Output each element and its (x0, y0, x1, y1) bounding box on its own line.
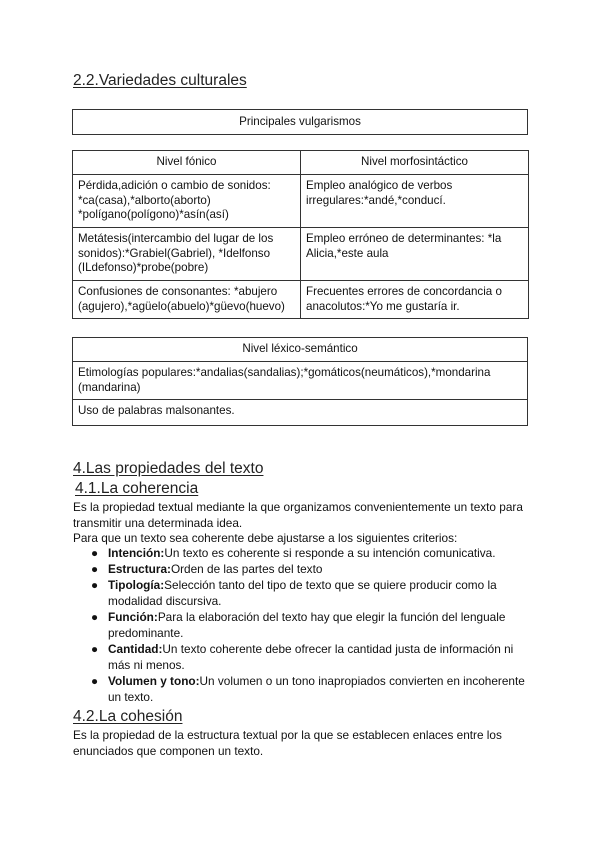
table-cell: Etimologías populares:*andalias(sandalias);*gomáticos(neumáticos),*mondarina (mandarina) (73, 362, 528, 400)
header-phonic: Nivel fónico (73, 151, 301, 175)
criterion-desc: Un texto coherente debe ofrecer la cantidad justa de información ni más ni menos. (108, 642, 514, 672)
table-cell: Metátesis(intercambio del lugar de los sonidos):*Grabiel(Gabriel), *Idelfonso (ILdefonso)*probe(pobre) (73, 228, 301, 281)
heading-cohesion: 4.2.La cohesión (73, 708, 183, 725)
list-item (73, 641, 531, 673)
table-cell: Frecuentes errores de concordancia o anacolutos:*Yo me gustaría ir. (301, 281, 529, 319)
bullet-icon: ● (91, 578, 99, 592)
criterion-desc: Un volumen o un tono inapropiados convierten en incoherente un texto. (108, 674, 525, 704)
criterion-desc: Selección tanto del tipo de texto que se quiere producir como la modalidad discursiva. (108, 578, 497, 608)
criteria-list (73, 545, 531, 705)
list-item (73, 673, 531, 705)
criterion-desc: Un texto es coherente si responde a su intención comunicativa. (164, 546, 496, 560)
table-row (73, 400, 528, 426)
header-morphosyntactic: Nivel morfosintáctico (301, 151, 529, 175)
heading-properties: 4.Las propiedades del texto (73, 460, 264, 477)
list-item (73, 545, 531, 561)
criterion-term: Intención: (108, 546, 165, 560)
criterion-desc: Para la elaboración del texto hay que elegir la función del lenguale predominante. (108, 610, 506, 640)
criterion-term: Cantidad: (108, 642, 163, 656)
bullet-icon: ● (91, 610, 99, 624)
table-cell: Pérdida,adición o cambio de sonidos: *ca(casa),*alborto(aborto) *polígano(polígono)*asín(así) (73, 175, 301, 228)
bullet-icon: ● (91, 562, 99, 576)
bullet-icon: ● (91, 674, 99, 688)
table-row (73, 228, 529, 281)
criterion-term: Estructura: (108, 562, 171, 576)
levels-table (72, 150, 529, 319)
cohesion-definition: Es la propiedad de la estructura textual por la que se establecen enlaces entre los enunciados que componen un texto. (73, 728, 502, 758)
criterion-term: Tipología: (108, 578, 165, 592)
list-item (73, 561, 531, 577)
vulgarisms-title-table (72, 109, 528, 135)
bullet-icon: ● (91, 546, 99, 560)
list-item (73, 609, 531, 641)
lexical-table (72, 337, 528, 426)
table-row (73, 281, 529, 319)
heading-varieties: 2.2.Variedades culturales (73, 72, 247, 89)
table-cell: Empleo analógico de verbos irregulares:*andé,*conducí. (301, 175, 529, 228)
coherence-definition: Es la propiedad textual mediante la que organizamos convenientemente un texto para transmitir una determinada idea. (73, 500, 523, 530)
header-lexical: Nivel léxico-semántico (73, 338, 528, 362)
vulgarisms-title: Principales vulgarismos (73, 110, 528, 135)
bullet-icon: ● (91, 642, 99, 656)
criterion-desc: Orden de las partes del texto (170, 562, 323, 576)
coherence-intro: Para que un texto sea coherente debe ajustarse a los siguientes criterios: (73, 531, 458, 545)
table-cell: Empleo erróneo de determinantes: *la Alicia,*este aula (301, 228, 529, 281)
list-item (73, 577, 531, 609)
criterion-term: Función: (108, 610, 158, 624)
table-cell: Uso de palabras malsonantes. (73, 400, 528, 426)
table-row (73, 362, 528, 400)
criterion-term: Volumen y tono: (108, 674, 200, 688)
table-row (73, 175, 529, 228)
table-cell: Confusiones de consonantes: *abujero (agujero),*agüelo(abuelo)*güevo(huevo) (73, 281, 301, 319)
heading-coherence: 4.1.La coherencia (75, 480, 199, 497)
